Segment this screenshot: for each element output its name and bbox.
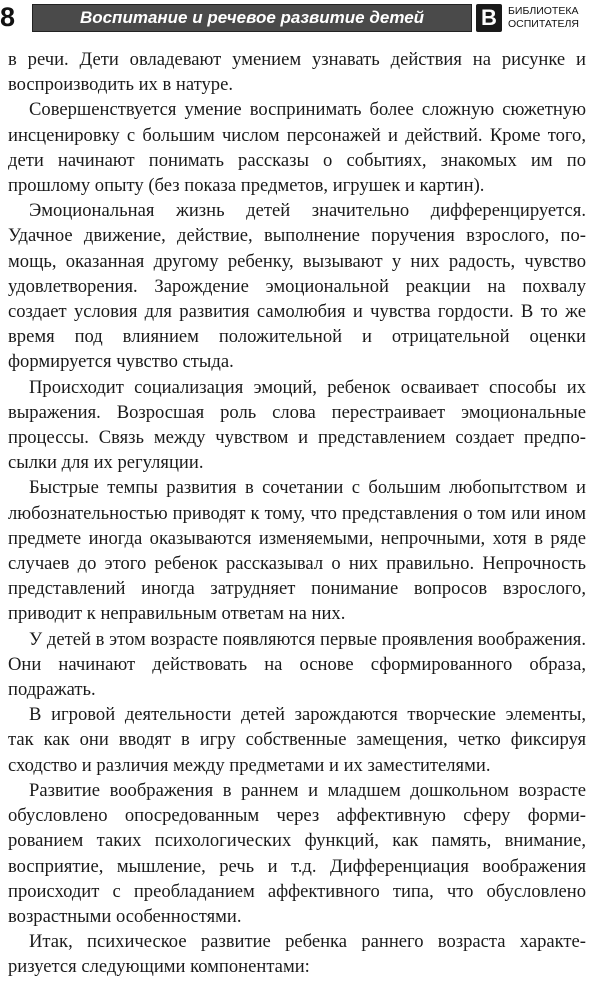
paragraph: в речи. Дети овладевают умением узнавать действия на рисунке и воспроизводить их в натуре. [8,49,586,96]
series-name-line2: ОСПИТАТЕЛЯ [508,18,579,30]
page-number: 8 [0,2,16,32]
paragraph: Совершенствуется умение воспринимать более сложную сюжетную инсценировку с большим числом персонажей и действий. Кроме того, дети начинают понимать рассказы о событиях, знакомых им по прошлому опыту (без показа предметов, игрушек и картин). [8,99,586,197]
paragraph: Происходит социализация эмоций, ребенок осваивает способы их выражения. Возросшая роль слова перестраивает эмоциональные процессы. Связь между чувством и представлением создает предпосылки для их регуляции. [8,376,586,474]
paragraph: У детей в этом возрасте появляются первые проявления воображения. Они начинают действовать на основе сформированного образа, подражать. [8,628,586,701]
paragraph: Эмоциональная жизнь детей значительно дифференцируется. Удачное движение, действие, выполнение поручения взрослого, помощь, оказанная другому ребенку, вызывают у них радость, чувство удовлетворения. Зарождение эмоциональной реакции на похвалу создает условия для развития самолюбия и чувства гордости. В то же время под влиянием положительной и отрицательной оценки формируется чувство стыда. [8,200,586,373]
paragraph: Развитие воображения в раннем и младшем дошкольном возрасте обусловлено опосредованным через аффективную сферу формированием таких психологических функций, как память, внимание, восприятие, мышление, речь и т.д. Дифференциация воображения происходит с преобладанием аффективного типа, что обусловлено возрастными особенностями. [8,779,586,927]
chapter-title: Воспитание и речевое развитие детей [79,8,425,27]
page-body [8,47,586,980]
paragraph: В игровой деятельности детей зарождаются творческие элементы, так как они вводят в игру собственные замещения, четко фиксируя сходство и различия между предметами и их заместителями. [8,704,586,776]
paragraph: Итак, психическое развитие ребенка раннего возраста характеризуется следующими компонентами: [8,931,586,978]
series-logo-icon: В [476,4,502,32]
paragraph: Быстрые темпы развития в сочетании с большим любопытством и любознательностью приводят к тому, что представления о том или ином предмете иногда оказываются изменяемыми, непрочными, хотя в ряде случаев до этого ребенок рассказывал о них правильно. Непрочность представлений иногда затрудняет понимание вопросов взрослого, приводит к неправильным ответам на них. [8,477,586,625]
series-name-line1: БИБЛИОТЕКА [508,5,579,17]
chapter-title-bar [32,4,472,32]
page-header [0,0,591,40]
